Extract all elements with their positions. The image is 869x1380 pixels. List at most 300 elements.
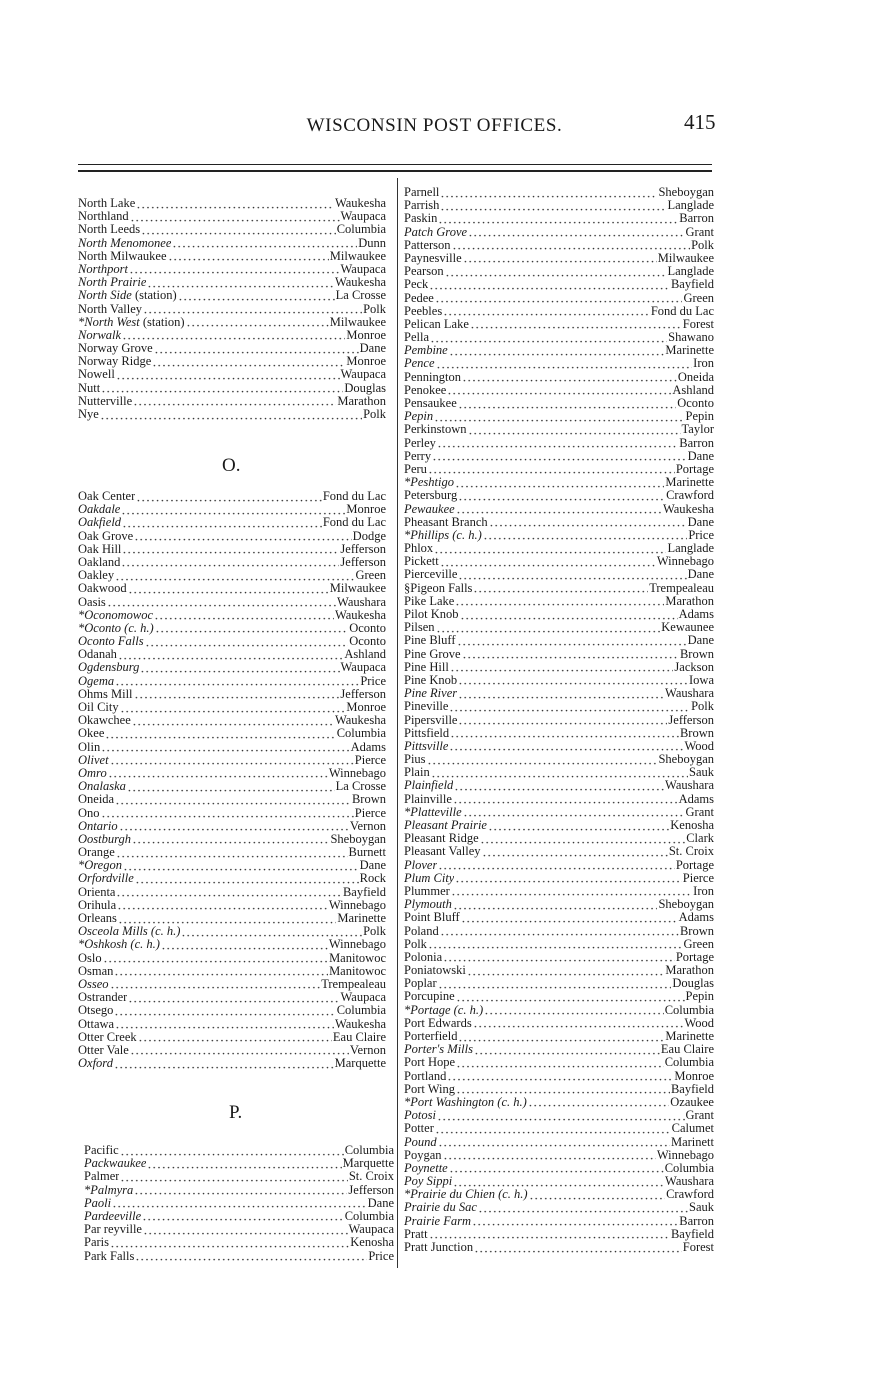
office-name: Pratt Junction [404, 1241, 474, 1254]
office-name: Pierceville [404, 568, 458, 582]
dot-leader [122, 329, 345, 342]
office-name: Patterson [404, 238, 451, 252]
office-name: Pensaukee [404, 397, 457, 410]
office-name: Osseo [78, 977, 109, 991]
office-name: Poy Sippi [404, 1175, 453, 1189]
dot-leader [458, 714, 667, 727]
county-name: Brown [679, 726, 714, 740]
post-office-entry [78, 368, 386, 381]
office-name: Pewaukee [404, 502, 455, 516]
post-office-entry [404, 542, 714, 555]
dot-leader [440, 925, 679, 938]
county-name: Brown [679, 647, 714, 661]
county-name: Jefferson [340, 542, 386, 556]
county-name: St. Croix [668, 845, 714, 859]
office-name: Pickett [404, 555, 439, 569]
post-office-entry [404, 331, 714, 344]
post-office-entry [404, 423, 714, 436]
office-name: Par reyville [84, 1223, 142, 1237]
office-name: Porcupine [404, 990, 455, 1004]
post-office-entry [78, 978, 386, 991]
post-office-entry [404, 1201, 714, 1214]
dot-leader [440, 555, 656, 568]
post-office-entry [78, 780, 386, 793]
office-name: Pine Bluff [404, 634, 456, 648]
county-name: Dane [687, 449, 714, 463]
dot-leader [140, 661, 339, 674]
county-name: Jackson [674, 660, 714, 674]
office-name: *Platteville [404, 805, 462, 819]
county-name: Fond du Lac [322, 516, 386, 530]
dot-leader [429, 278, 670, 291]
dot-leader [130, 1044, 349, 1057]
office-name: Porter's Mills [404, 1043, 473, 1057]
dot-leader [115, 675, 359, 688]
post-office-entry [404, 199, 714, 212]
office-name: Oneida [78, 793, 115, 807]
office-name: Patch Grove [404, 225, 468, 239]
dot-leader [101, 741, 349, 754]
county-name: Columbia [664, 1003, 714, 1017]
dot-leader [440, 199, 666, 212]
county-name: Rock [359, 872, 386, 886]
post-office-entry [84, 1197, 394, 1210]
post-office-entry [78, 938, 386, 951]
county-name: Portage [675, 950, 714, 964]
office-name: Park Falls [84, 1249, 135, 1263]
post-office-entry [78, 952, 386, 965]
county-name: Green [683, 291, 714, 305]
post-office-entry [78, 210, 386, 223]
dot-leader [427, 753, 658, 766]
dot-leader [134, 688, 340, 701]
county-name: Trempealeau [321, 977, 386, 991]
county-name: Vernon [349, 819, 386, 833]
county-name: Pepin [685, 410, 714, 424]
county-name: Iron [693, 357, 714, 371]
dot-leader [529, 1188, 666, 1201]
office-name: North Leeds [78, 223, 141, 237]
county-name: Vernon [349, 1043, 386, 1057]
post-office-entry [404, 595, 714, 608]
county-name: Iowa [689, 673, 714, 687]
dot-leader [452, 239, 691, 252]
office-name: Pella [404, 331, 429, 345]
county-name: Marathon [665, 964, 714, 978]
post-office-entry [78, 556, 386, 569]
dot-leader [143, 1223, 348, 1236]
county-name: Columbia [336, 1004, 386, 1018]
office-name: Palmer [84, 1170, 120, 1184]
county-name: La Crosse [335, 289, 386, 303]
county-name: Forest [682, 317, 714, 331]
post-office-entry [404, 1096, 714, 1109]
post-office-entry [78, 276, 386, 289]
dot-leader [467, 964, 665, 977]
dot-leader [145, 635, 349, 648]
dot-leader [458, 674, 688, 687]
dot-leader [181, 925, 362, 938]
county-name: Polk [363, 302, 386, 316]
office-name: Ono [78, 806, 100, 820]
office-name: Okee [78, 727, 105, 741]
office-name: *Oconomowoc [78, 608, 153, 622]
post-office-entry [404, 925, 714, 938]
dot-leader [435, 292, 683, 305]
county-name: Green [683, 937, 714, 951]
office-name: Perkinstown [404, 423, 467, 437]
office-name: Prairie Farm [404, 1214, 472, 1228]
county-name: Ashland [344, 648, 386, 662]
post-office-entry [404, 845, 714, 858]
dot-leader [115, 1018, 334, 1031]
dot-leader [453, 793, 678, 806]
office-name: Norway Grove [78, 342, 153, 356]
county-name: Monroe [674, 1069, 714, 1083]
dot-leader [453, 898, 658, 911]
county-name: Crawford [666, 1188, 714, 1202]
dot-leader [457, 634, 687, 647]
county-name: Polk [363, 925, 386, 939]
office-name: Pittsfield [404, 726, 450, 740]
county-name: Waukesha [334, 1017, 386, 1031]
county-name: Langlade [667, 199, 714, 213]
office-name: *Port Washington (c. h.) [404, 1095, 527, 1109]
office-name: Paskin [404, 212, 438, 226]
post-office-entry [404, 357, 714, 370]
dot-leader [460, 608, 678, 621]
county-name: Grant [685, 805, 714, 819]
dot-leader [449, 344, 665, 357]
post-office-entry [404, 437, 714, 450]
dot-leader [443, 305, 650, 318]
dot-leader [141, 223, 336, 236]
post-office-entry [78, 316, 386, 329]
county-name: Waukesha [662, 502, 714, 516]
dot-leader [112, 1197, 367, 1210]
county-name: Columbia [336, 727, 386, 741]
office-name: Pineville [404, 700, 449, 714]
office-name: Oxford [78, 1057, 113, 1071]
office-name: Oak Center [78, 490, 136, 503]
post-office-entry [78, 582, 386, 595]
post-office-entry [404, 1122, 714, 1135]
post-office-entry [78, 329, 386, 342]
post-office-entry [404, 1188, 714, 1201]
dot-leader [168, 250, 329, 263]
post-office-entry [404, 292, 714, 305]
dot-leader [136, 490, 322, 503]
dot-leader [120, 1170, 347, 1183]
post-office-entry [404, 476, 714, 489]
post-office-entry [404, 1030, 714, 1043]
post-office-entry [78, 688, 386, 701]
post-office-entry [78, 530, 386, 543]
county-name: Bayfield [670, 1082, 714, 1096]
office-name: Nowell [78, 368, 115, 382]
county-name: Polk [691, 238, 714, 252]
county-name: Oconto [677, 397, 714, 410]
office-name: Paris [84, 1236, 109, 1250]
office-name: *Oshkosh (c. h.) [78, 938, 160, 952]
dot-leader [132, 714, 334, 727]
post-office-entry [404, 766, 714, 779]
dot-leader [472, 1215, 678, 1228]
post-office-entry [404, 555, 714, 568]
post-office-entry [404, 648, 714, 661]
post-office-entry [404, 226, 714, 239]
post-office-entry [78, 516, 386, 529]
office-name: Phlox [404, 542, 434, 556]
left-entries-p [84, 1144, 394, 1263]
post-office-entry [78, 223, 386, 236]
office-name: Paoli [84, 1196, 112, 1210]
county-name: Ozaukee [670, 1095, 714, 1109]
office-name: Portland [404, 1069, 447, 1083]
post-office-entry [78, 714, 386, 727]
county-name: Sheboygan [330, 832, 386, 846]
dot-leader [434, 410, 684, 423]
office-note: (station) [139, 315, 185, 329]
page-title: WISCONSIN POST OFFICES. [306, 115, 563, 136]
dot-leader [458, 397, 676, 410]
post-office-entry [404, 634, 714, 647]
office-name: *Prairie du Chien (c. h.) [404, 1188, 528, 1202]
dot-leader [443, 1149, 656, 1162]
post-office-entry [78, 648, 386, 661]
dot-leader [120, 701, 346, 714]
county-name: Crawford [666, 489, 714, 503]
office-name: Pacific [84, 1144, 119, 1157]
post-office-entry [404, 898, 714, 911]
office-name: Otsego [78, 1004, 114, 1018]
office-name: Pennington [404, 370, 461, 384]
post-office-entry [78, 1057, 386, 1070]
office-name: Ogdensburg [78, 661, 140, 675]
post-office-entry [78, 741, 386, 754]
post-office-entry [78, 342, 386, 355]
county-name: Marinette [665, 1030, 714, 1043]
county-name: Langlade [667, 542, 714, 556]
office-name: *Phillips (c. h.) [404, 528, 482, 542]
office-name: Pelican Lake [404, 317, 469, 331]
office-name: Northland [78, 210, 129, 224]
office-name: Petersburg [404, 489, 458, 503]
county-name: Eau Claire [332, 1030, 386, 1044]
county-name: Trempealeau [649, 581, 714, 595]
dot-leader [455, 595, 664, 608]
post-office-entry [84, 1250, 394, 1263]
post-office-entry [78, 635, 386, 648]
county-name: Waupaca [340, 368, 386, 382]
dot-leader [470, 318, 682, 331]
office-name: North Side (station) [78, 289, 177, 303]
office-name: Point Bluff [404, 911, 460, 925]
office-note: (station) [131, 289, 177, 303]
dot-leader [432, 450, 687, 463]
office-name: North Milwaukee [78, 249, 167, 263]
dot-leader [443, 951, 675, 964]
county-name: Oconto [349, 621, 386, 635]
post-office-entry [78, 701, 386, 714]
county-name: Waukesha [334, 276, 386, 290]
office-name: Pence [404, 357, 435, 371]
county-name: Fond du Lac [650, 304, 714, 318]
dot-leader [449, 740, 683, 753]
office-name: Nutterville [78, 394, 133, 408]
office-name: Orihula [78, 898, 117, 912]
county-name: Dane [687, 515, 714, 529]
county-name: Monroe [346, 355, 386, 369]
dot-leader [152, 355, 345, 368]
county-name: Columbia [336, 223, 386, 237]
post-office-entry [404, 1228, 714, 1241]
office-name: Okawchee [78, 714, 131, 728]
post-office-entry [404, 1043, 714, 1056]
post-office-entry [78, 991, 386, 1004]
county-name: Kenosha [670, 819, 714, 832]
post-office-entry [404, 212, 714, 225]
dot-leader [161, 938, 328, 951]
county-name: Marinette [337, 912, 386, 925]
office-name: Pike Lake [404, 594, 455, 608]
county-name: Manitowoc [329, 964, 386, 978]
county-name: Winnebago [328, 766, 386, 780]
county-name: St. Croix [348, 1170, 394, 1184]
post-office-entry [78, 596, 386, 609]
post-office-entry [404, 397, 714, 410]
post-office-entry [404, 621, 714, 634]
county-name: Barron [679, 436, 714, 450]
county-name: Marinett [670, 1135, 714, 1149]
post-office-entry [78, 899, 386, 912]
dot-leader [458, 687, 664, 700]
dot-leader [138, 1031, 332, 1044]
dot-leader [489, 516, 687, 529]
dot-leader [101, 382, 343, 395]
office-name: Orleans [78, 912, 117, 925]
dot-leader [447, 1070, 673, 1083]
county-name: Adams [678, 792, 714, 806]
post-office-entry [78, 1018, 386, 1031]
county-name: Waukesha [334, 608, 386, 622]
dot-leader [453, 1175, 664, 1188]
post-office-entry [78, 754, 386, 767]
dot-leader [438, 977, 672, 990]
dot-leader [122, 543, 339, 556]
county-name: La Crosse [335, 780, 386, 794]
post-office-entry [78, 1031, 386, 1044]
office-name: Port Edwards [404, 1016, 472, 1030]
post-office-entry [404, 1004, 714, 1017]
post-office-entry [84, 1170, 394, 1183]
county-name: Price [360, 674, 386, 688]
office-name: Poynette [404, 1161, 448, 1175]
office-name: Olivet [78, 753, 109, 767]
dot-leader [449, 700, 690, 713]
county-name: Green [355, 569, 386, 583]
county-name: Milwaukee [329, 315, 386, 329]
post-office-entry [78, 820, 386, 833]
post-office-entry [404, 503, 714, 516]
office-name: Porterfield [404, 1030, 458, 1043]
county-name: Eau Claire [660, 1043, 714, 1057]
office-name: Otter Vale [78, 1043, 129, 1057]
office-name: Plainfield [404, 779, 454, 793]
office-name: *Peshtigo [404, 476, 454, 490]
dot-leader [136, 197, 334, 210]
post-office-entry [404, 1175, 714, 1188]
office-name: *Portage (c. h.) [404, 1003, 484, 1017]
county-name: Monroe [346, 701, 386, 714]
dot-leader [428, 938, 683, 951]
post-office-entry [404, 938, 714, 951]
dot-leader [462, 648, 679, 661]
dot-leader [107, 596, 336, 609]
dot-leader [450, 661, 674, 674]
dot-leader [484, 1004, 664, 1017]
left-entries-n [78, 197, 386, 421]
dot-leader [478, 1201, 688, 1214]
post-office-entry [404, 582, 714, 595]
dot-leader [456, 1083, 670, 1096]
office-name: Pardeeville [84, 1209, 142, 1223]
county-name: Winnebago [328, 898, 386, 912]
office-name: Orienta [78, 885, 116, 899]
post-office-entry [78, 250, 386, 263]
county-name: Dodge [352, 529, 386, 543]
county-name: Clark [686, 832, 714, 846]
office-name: Poygan [404, 1148, 442, 1162]
county-name: Dane [359, 342, 386, 356]
office-name: Oakwood [78, 582, 127, 596]
office-name: Oakdale [78, 503, 121, 517]
post-office-entry [404, 885, 714, 898]
office-name: *Oregon [78, 859, 122, 873]
dot-leader [114, 1004, 335, 1017]
dot-leader [437, 437, 678, 450]
office-name: Pleasant Prairie [404, 819, 487, 832]
county-name: Marquette [334, 1057, 386, 1071]
office-name: Parrish [404, 199, 440, 213]
county-name: Waukesha [334, 714, 386, 728]
office-name: Oconto Falls [78, 635, 144, 649]
county-name: Dane [359, 859, 386, 873]
post-office-entry [78, 807, 386, 820]
dot-leader [114, 965, 328, 978]
dot-leader [436, 621, 661, 634]
post-office-entry [78, 886, 386, 899]
county-name: Marinette [665, 476, 714, 490]
office-name: Otter Creek [78, 1030, 137, 1044]
post-office-entry [78, 289, 386, 302]
county-name: Waupaca [340, 991, 386, 1005]
dot-leader [438, 212, 678, 225]
post-office-entry [404, 740, 714, 753]
dot-leader [431, 766, 688, 779]
dot-leader [100, 408, 362, 421]
dot-leader [108, 767, 328, 780]
dot-leader [116, 886, 341, 899]
post-office-entry [404, 529, 714, 542]
post-office-entry [404, 859, 714, 872]
county-name: Iron [693, 884, 714, 898]
post-office-entry [78, 872, 386, 885]
left-entries-o [78, 490, 386, 1070]
office-name: Oak Grove [78, 529, 134, 543]
dot-leader [103, 952, 328, 965]
office-name: Plymouth [404, 898, 452, 912]
